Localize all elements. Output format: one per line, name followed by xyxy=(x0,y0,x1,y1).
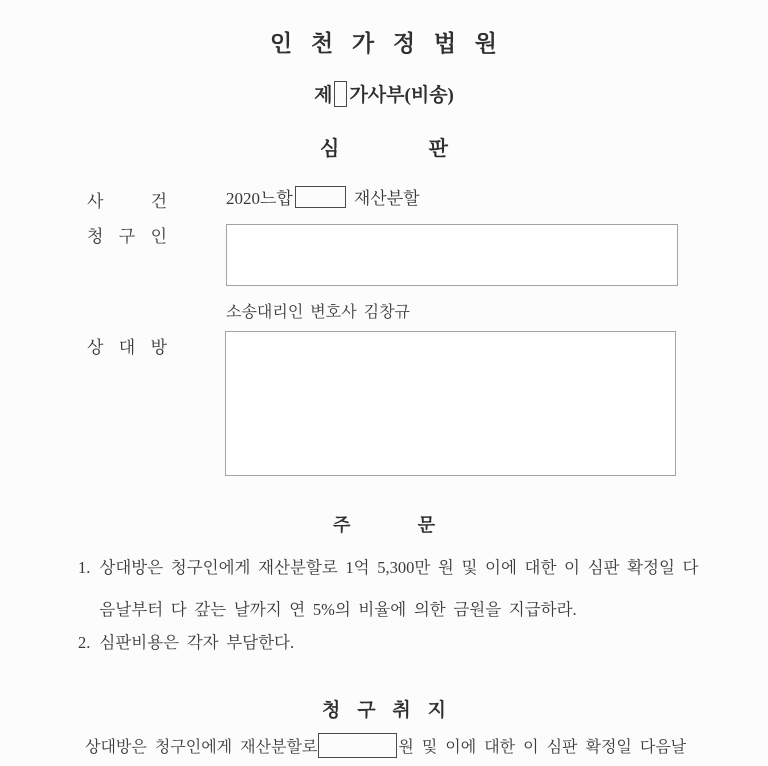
case-number-suffix: 재산분할 xyxy=(353,189,420,208)
attorney-line: 소송대리인 변호사 김창규 xyxy=(226,304,411,321)
doc-title-row xyxy=(0,132,768,161)
court-name-row xyxy=(0,25,768,58)
order-heading: 주 문 xyxy=(333,515,435,535)
division-suffix: 가사부(비송) xyxy=(349,85,454,106)
claim-heading-row xyxy=(0,695,768,722)
case-number-prefix: 2020느합 xyxy=(226,189,293,208)
order-item-text xyxy=(99,622,714,664)
redaction-box-case-number xyxy=(295,186,346,208)
order-item-text xyxy=(99,547,714,631)
case-label: 사 건 xyxy=(87,192,167,211)
case-number xyxy=(226,184,420,209)
division-row xyxy=(0,80,768,107)
order-item-line: 상대방은 청구인에게 재산분할로 1억 5,300만 원 및 이에 대한 이 심판 확정일 다 xyxy=(99,558,699,577)
claim-text-before: 상대방은 청구인에게 재산분할로 xyxy=(85,739,318,756)
order-item-line: 음날부터 다 갚는 날까지 연 5%의 비율에 의한 금원을 지급하라. xyxy=(99,600,577,619)
redaction-box-division xyxy=(334,81,347,107)
division-prefix: 제 xyxy=(314,85,333,106)
claim-heading: 청 구 취 지 xyxy=(322,700,446,721)
order-item-line: 심판비용은 각자 부담한다. xyxy=(99,633,295,652)
court-name: 인 천 가 정 법 원 xyxy=(270,31,498,56)
petitioner-label: 청 구 인 xyxy=(87,227,167,246)
claim-text-after: 원 및 이에 대한 이 심판 확정일 다음날 xyxy=(398,739,687,756)
order-item-number: 2. xyxy=(78,633,91,652)
order-item-1 xyxy=(78,547,714,631)
order-heading-row xyxy=(0,511,768,537)
redaction-box-petitioner xyxy=(226,224,678,286)
doc-title: 심 판 xyxy=(320,138,448,160)
redaction-box-claim-amount xyxy=(318,733,397,758)
claim-line xyxy=(85,733,725,758)
order-item-2 xyxy=(78,622,714,664)
order-item-number: 1. xyxy=(78,558,91,577)
respondent-label: 상 대 방 xyxy=(87,338,167,357)
redaction-box-respondent xyxy=(225,331,676,476)
